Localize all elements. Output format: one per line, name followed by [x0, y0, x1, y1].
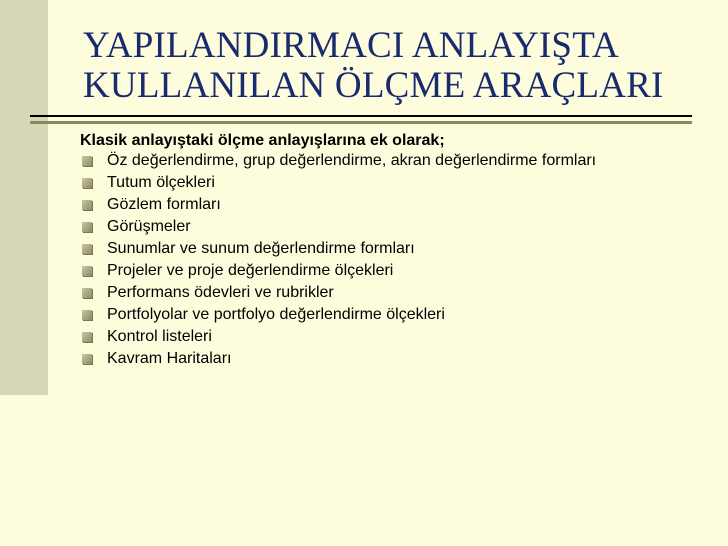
square-bullet-icon	[82, 354, 92, 364]
square-bullet-icon	[82, 332, 92, 342]
list-item	[80, 218, 700, 235]
square-bullet-icon	[82, 244, 92, 254]
list-item-text: Öz değerlendirme, grup değerlendirme, akran değerlendirme formları	[107, 152, 597, 169]
square-bullet-icon	[82, 266, 92, 276]
intro-text: Klasik anlayıştaki ölçme anlayışlarına ek olarak;	[80, 132, 445, 149]
square-bullet-icon	[82, 310, 92, 320]
list-item-text: Kontrol listeleri	[107, 328, 212, 345]
title-divider-bottom	[30, 121, 692, 124]
square-bullet-icon	[82, 156, 92, 166]
square-bullet-icon	[82, 178, 92, 188]
square-bullet-icon	[82, 222, 92, 232]
list-item-text: Performans ödevleri ve rubrikler	[107, 284, 334, 301]
title-divider-top	[30, 115, 692, 117]
slide-title	[83, 26, 713, 106]
left-decorative-band	[0, 0, 48, 395]
list-item	[80, 328, 700, 345]
slide-title-line-1: YAPILANDIRMACI ANLAYIŞTA	[83, 25, 619, 66]
list-item-text: Projeler ve proje değerlendirme ölçekleri	[107, 262, 394, 279]
list-item	[80, 196, 700, 213]
list-item	[80, 262, 700, 279]
slide-body	[80, 131, 700, 372]
list-item	[80, 284, 700, 301]
slide-title-line-2: KULLANILAN ÖLÇME ARAÇLARI	[83, 65, 664, 106]
list-item-text: Kavram Haritaları	[107, 350, 232, 367]
list-item-text: Tutum ölçekleri	[107, 174, 215, 191]
list-item	[80, 306, 700, 323]
bullet-list	[80, 152, 700, 367]
list-item	[80, 174, 700, 191]
square-bullet-icon	[82, 200, 92, 210]
list-item-text: Portfolyolar ve portfolyo değerlendirme ölçekleri	[107, 306, 445, 323]
list-item-text: Gözlem formları	[107, 196, 221, 213]
list-item	[80, 240, 700, 257]
list-item-text: Görüşmeler	[107, 218, 191, 235]
list-item-text: Sunumlar ve sunum değerlendirme formları	[107, 240, 415, 257]
list-item	[80, 152, 700, 169]
square-bullet-icon	[82, 288, 92, 298]
list-item	[80, 350, 700, 367]
